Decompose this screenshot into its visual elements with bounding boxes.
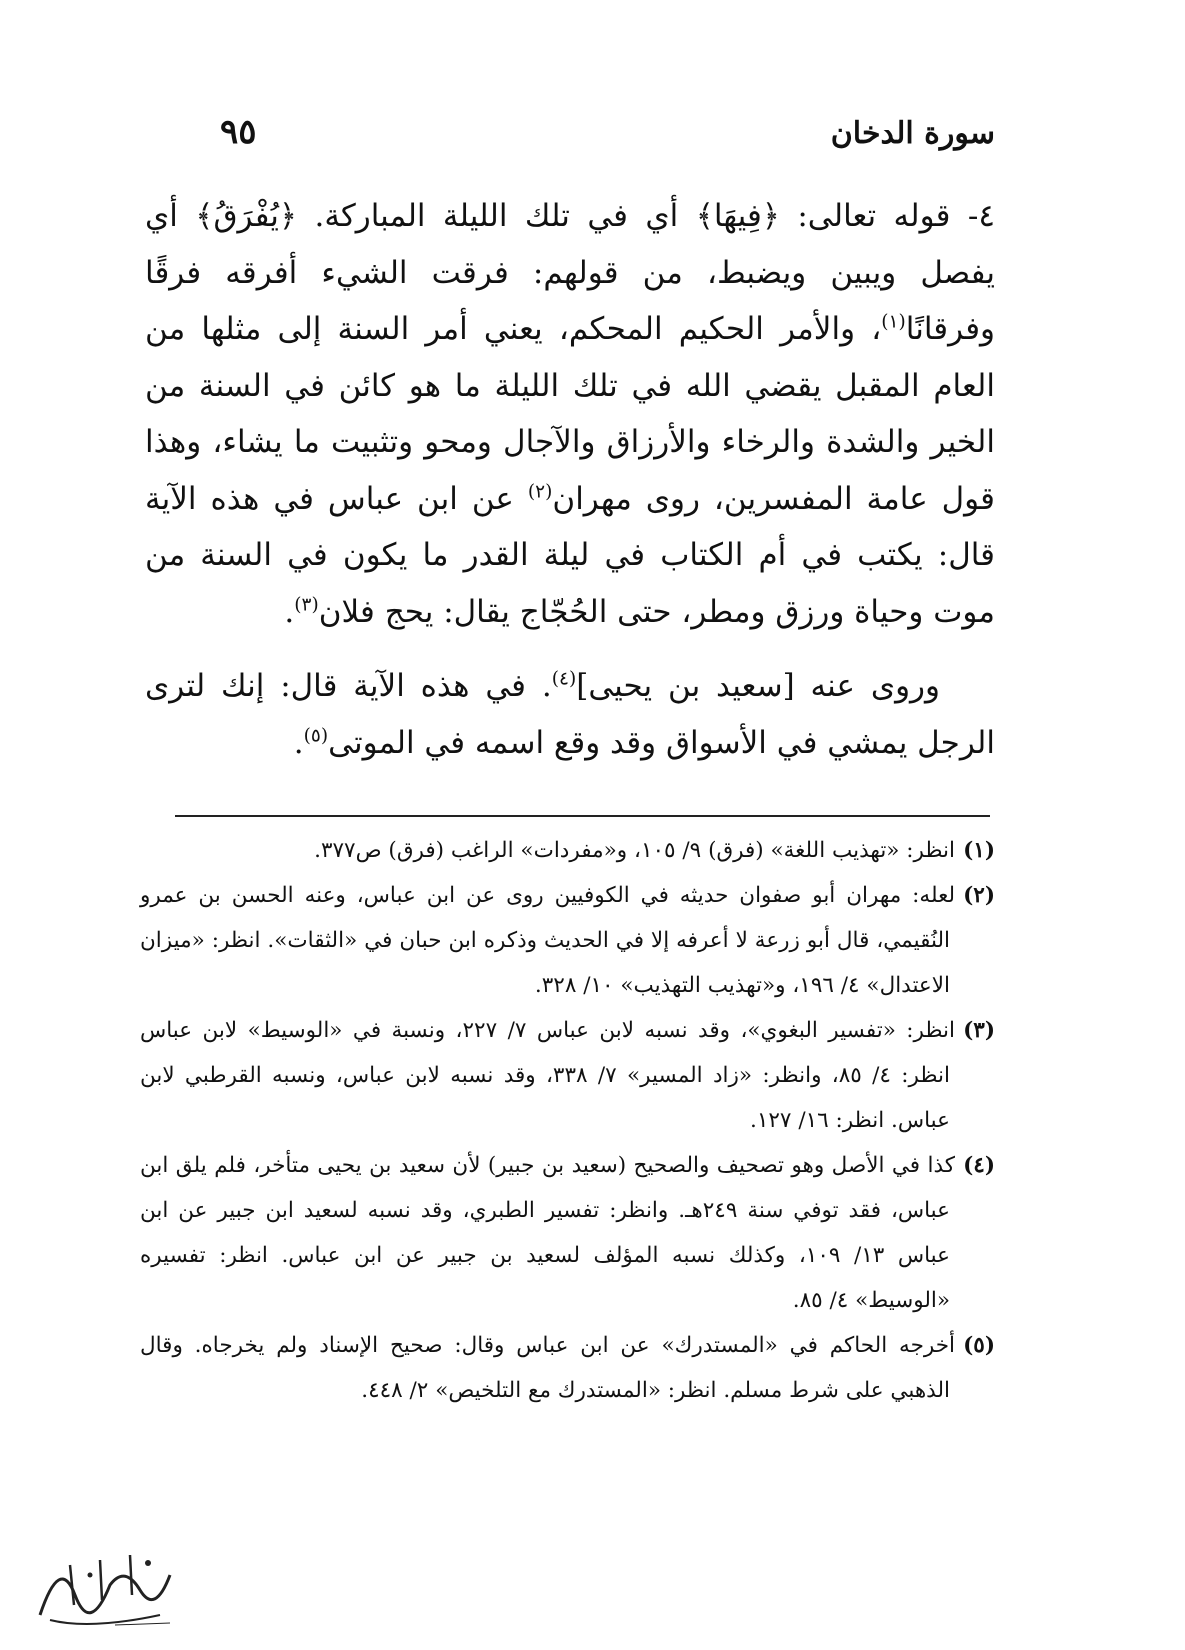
footnotes xyxy=(140,828,995,1413)
para2-start: وروى عنه [سعيد بن يحيى] xyxy=(576,668,940,704)
main-text xyxy=(145,188,995,771)
publisher-calligraphy-logo xyxy=(30,1535,180,1635)
footnote-number: (٤) xyxy=(963,1153,995,1178)
surah-title: سورة الدخان xyxy=(830,116,995,151)
paragraph-1: ٤- قوله تعالى: ﴿فِيهَا﴾ أي في تلك الليلة المباركة. ﴿يُفْرَقُ﴾ أي يفصل ويبين ويضبط، من قولهم: فرقت الشيء أفرقه فرقًا وفرقانًا$^{(١)}$، والأمر الحكيم المحكم، يعني أمر السنة إلى مثلها من العام المقبل يقضي الله في تلك الليلة ما هو كائن في السنة من الخير والشدة والرخاء والأرزاق والآجال ومحو وتثبيت ما يشاء، وهذا قول عامة المفسرين، روى مهران$^{(٢)}$ عن ابن عباس في هذه الآية قال: يكتب في أم الكتاب في ليلة القدر ما يكون في السنة من موت وحياة ورزق ومطر، حتى الحُجّاج يقال: يحج فلان$^{(٣)}$. xyxy=(145,198,996,630)
footnote-5 xyxy=(140,1323,995,1413)
footnote-number: (١) xyxy=(963,838,995,863)
footnote-text: انظر: «تفسير البغوي»، وقد نسبه لابن عباس ٧/ ٢٢٧، ونسبة في «الوسيط» لابن عباس انظر: ٤/ ٨٥، وانظر: «زاد المسير» ٧/ ٣٣٨، وقد نسبه لابن عباس، ونسبه القرطبي لابن عباس. انظر: ١٦/ ١٢٧. xyxy=(140,1018,955,1133)
footnote-text: كذا في الأصل وهو تصحيف والصحيح (سعيد بن جبير) لأن سعيد بن يحيى متأخر، فلم يلق ابن عباس، فقد توفي سنة ٢٤٩هـ. وانظر: تفسير الطبري، وقد نسبه لسعيد ابن جبير عن ابن عباس ١٣/ ١٠٩، وكذلك نسبه المؤلف لسعيد بن جبير عن ابن عباس. انظر: تفسيره «الوسيط» ٤/ ٨٥. xyxy=(140,1153,955,1313)
footnote-text: أخرجه الحاكم في «المستدرك» عن ابن عباس وقال: صحيح الإسناد ولم يخرجاه. وقال الذهبي على شرط مسلم. انظر: «المستدرك مع التلخيص» ٢/ ٤٤٨. xyxy=(140,1333,955,1403)
footnote-1 xyxy=(140,828,995,873)
footnote-ref-4: (٤) xyxy=(551,668,577,690)
footnote-3 xyxy=(140,1008,995,1143)
footnote-number: (٢) xyxy=(963,883,995,908)
paragraph-2: وروى عنه [سعيد بن يحيى]$^{(٤)}$. في هذه الآية قال: إنك لترى الرجل يمشي في الأسواق وقد وقع اسمه في الموتى$^{(٥)}$. xyxy=(145,668,995,761)
footnote-4 xyxy=(140,1143,995,1323)
para1-end: عن ابن عباس في هذه الآية قال: يكتب في أم الكتاب في ليلة القدر ما يكون في السنة من موت وحياة ورزق ومطر، حتى الحُجّاج يقال: يحج فلان xyxy=(145,480,995,630)
footnote-text: لعله: مهران أبو صفوان حديثه في الكوفيين روى عن ابن عباس، وعنه الحسن بن عمرو النُقيمي، قال أبو زرعة لا أعرفه إلا في الحديث وذكره ابن حبان في «الثقات». انظر: «ميزان الاعتدال» ٤/ ١٩٦، و«تهذيب التهذيب» ١٠/ ٣٢٨. xyxy=(140,883,955,998)
footnote-ref-2: (٢) xyxy=(527,481,553,503)
para2-end: . في هذه الآية قال: إنك لترى الرجل يمشي في الأسواق وقد وقع اسمه في الموتى xyxy=(145,668,995,761)
footnote-text: انظر: «تهذيب اللغة» (فرق) ٩/ ١٠٥، و«مفردات» الراغب (فرق) ص٣٧٧. xyxy=(314,838,955,863)
footnote-number: (٣) xyxy=(963,1018,995,1043)
footnote-2 xyxy=(140,873,995,1008)
page-header xyxy=(200,112,995,162)
footnote-ref-5: (٥) xyxy=(303,725,329,747)
page-number: ٩٥ xyxy=(220,112,257,152)
footnote-number: (٥) xyxy=(963,1333,995,1358)
footnote-ref-1: (١) xyxy=(881,311,906,333)
footnote-divider xyxy=(175,815,990,817)
footnote-ref-3: (٣) xyxy=(294,594,319,616)
para1-middle: ، والأمر الحكيم المحكم، يعني أمر السنة إلى مثلها من العام المقبل يقضي الله في تلك الليلة ما هو كائن في السنة من الخير والشدة والرخاء والأرزاق والآجال ومحو وتثبيت ما يشاء، وهذا قول عامة المفسرين، روى مهران xyxy=(145,311,996,517)
para1-intro: ٤- قوله تعالى: ﴿فِيهَا﴾ أي في تلك الليلة المباركة. ﴿يُفْرَقُ﴾ أي يفصل ويبين ويضبط، من قولهم: فرقت الشيء أفرقه فرقًا وفرقانًا xyxy=(145,198,995,347)
